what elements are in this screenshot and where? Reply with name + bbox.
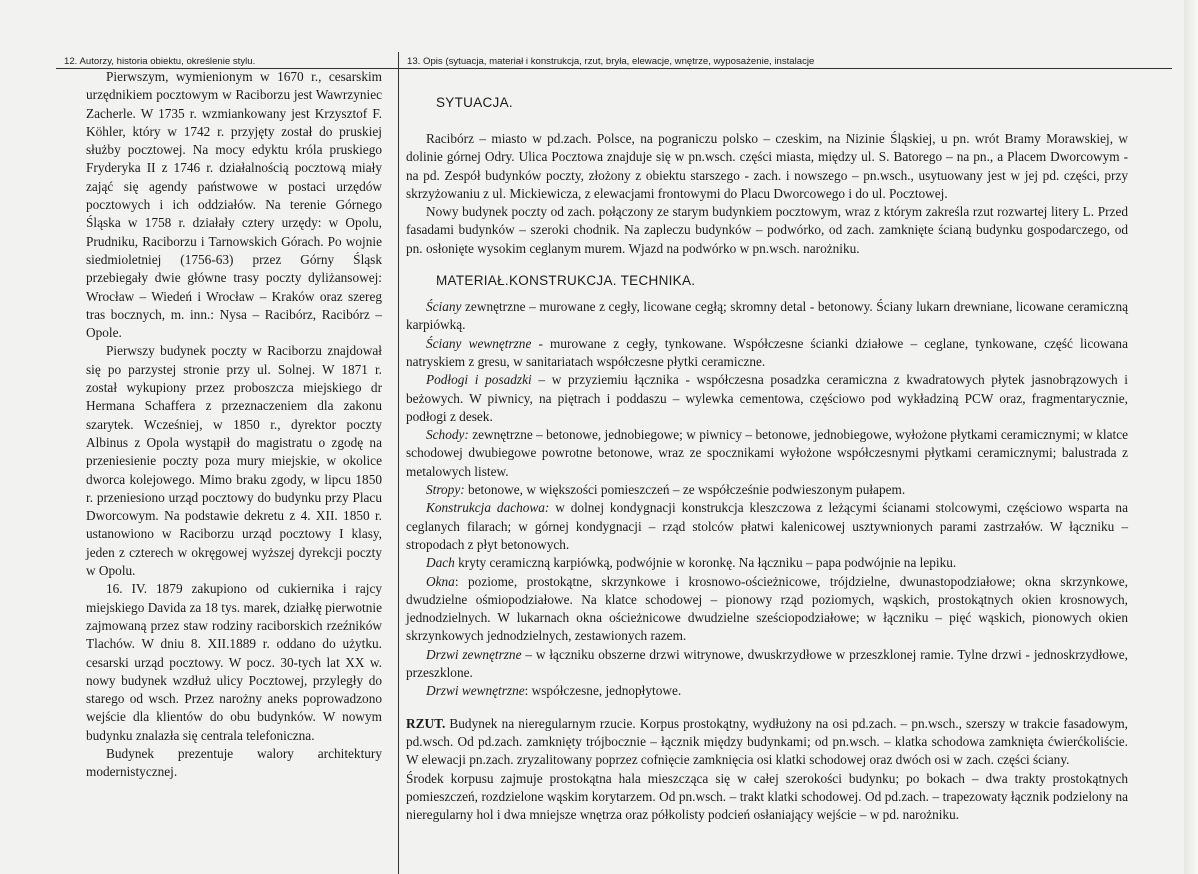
- history-paragraph-3: 16. IV. 1879 zakupiono od cukiernika i rajcy miejskiego Davida za 18 tys. marek, działkę pierwotnie zajmowaną przez staw rodziny raciborskich rzeźników Tlachów. W dniu 8. XII.1889 r. oddano do użytku. cesarski urząd pocztowy. W pocz. 30-tych lat XX w. nowy budynek wzdłuż ulicy Pocztowej, przyległy do starego od wsch. Przez narożny aneks poprowadzono wejście dla klientów do obu budynków. W nowym budynku znalazła się centrala telefoniczna.: [86, 581, 382, 743]
- material-item-floors: [406, 371, 1128, 426]
- history-paragraph-2: Pierwszy budynek poczty w Raciborzu znajdował się po parzystej stronie przy ul. Solnej. W 1871 r. został wykupiony przez proboszcza miejskiego dr Hermana Schaffera z przeznaczeniem dla zakonu szarytek. Wcześniej, w 1850 r., dyrektor poczty Albinus z Opola wystąpił do magistratu o zgodę na przeniesienie poczty poza mury miejskie, w okolice dworca kolejowego. Mimo braku zgody, w lipcu 1850 r. przeniesiono urząd pocztowy do budynku przy Placu Dworcowym. Na podstawie dekretu z 4. XII. 1850 r. ustanowiono w Raciborzu urząd pocztowy I klasy, jeden z czterech w okręgowej wyższej dyrekcji poczty w Opolu.: [86, 343, 382, 579]
- rzut-paragraph-1: [406, 715, 1128, 770]
- material-item-outer-doors: [406, 646, 1128, 683]
- material-item-stairs: [406, 426, 1128, 481]
- material-lead: Okna: [426, 573, 455, 589]
- material-lead: Konstrukcja dachowa:: [426, 500, 550, 516]
- page-edge: [1184, 0, 1198, 874]
- material-item-ceilings: [406, 481, 1128, 499]
- material-lead: Podłogi i posadzki: [426, 372, 532, 388]
- section-13-heading: 13. Opis (sytuacja, materiał i konstrukcja, rzut, bryła, elewacje, wnętrze, wyposażenie, instalacje: [407, 56, 815, 67]
- section-gap: [406, 701, 1128, 715]
- rzut-label: RZUT.: [406, 715, 446, 731]
- sytuacja-title: SYTUACJA.: [436, 95, 513, 110]
- history-paragraph-1: Pierwszym, wymienionym w 1670 r., cesarskim urzędnikiem pocztowym w Raciborzu jest Wawrzyniec Zacherle. W 1735 r. wzmiankowany jest Krzysztof F. Köhler, który w 1742 r. przyjęty został do pruskiej służby pocztowej. Na mocy edyktu króla pruskiego Fryderyka II z 1746 r. działalnością pocztową miały zająć się agendy państwowe w postaci urzędów pocztowych i ich oddziałów. Na terenie Górnego Śląska w 1758 r. działały cztery urzędy: w Opolu, Prudniku, Raciborzu i Tarnowskich Górach. Po wojnie siedmioletniej (1756-63) przez Górny Śląsk przebiegały dwie główne trasy poczty dyliżansowej: Wrocław – Wiedeń i Wrocław – Kraków oraz szereg tras bocznych, m. inn.: Nysa – Racibórz, Racibórz – Opole.: [86, 69, 382, 341]
- material-lead: Dach: [426, 555, 455, 571]
- material-title: MATERIAŁ.KONSTRUKCJA. TECHNIKA.: [436, 273, 696, 289]
- history-paragraph-4: Budynek prezentuje walory architektury modernistycznej.: [86, 745, 382, 780]
- sytuacja-paragraph-1: Racibórz – miasto w pd.zach. Polsce, na pograniczu polsko – czeskim, na Nizinie Śląskiej, u pn. wrót Bramy Morawskiej, w dolinie górnej Odry. Ulica Pocztowa znajduje się w pn.wsch. części miasta, między ul. S. Batorego – na pn., a Placem Dworcowym - na pd. Zespół budynków poczty, złożony z obiektu starszego - zach. i nowszego – pn.wsch., usytuowany jest w jej pd. części, przy skrzyżowaniu z ul. Mickiewicza, z elewacjami frontowymi do Placu Dworcowego i do ul. Pocztowej.: [406, 131, 1128, 201]
- material-lead: Ściany wewnętrzne: [426, 335, 532, 351]
- material-lead: Ściany: [426, 299, 462, 315]
- material-item-inner-doors: [406, 682, 1128, 700]
- material-text: : współczesne, jednopłytowe.: [524, 683, 682, 699]
- material-item-windows: [406, 573, 1128, 646]
- material-text: w dolnej kondygnacji konstrukcja kleszczowa z leżącymi ścianami stolcowymi, częściowo wsparta na ceglanych filarach; w górnej kondygnacji – rząd stolców płatwi kalenicowej usztywnionych parami zastrzałów. W łączniku – stropodach z płyt betonowych.: [406, 500, 1128, 552]
- history-column: [86, 68, 382, 782]
- column-divider: [398, 52, 399, 874]
- material-lead: Stropy:: [426, 482, 465, 498]
- material-item-roof: [406, 554, 1128, 572]
- material-text: betonowe, w większości pomieszczeń – ze współcześnie podwieszonym pułapem.: [464, 482, 906, 498]
- material-text: – w łączniku obszerne drzwi witrynowe, dwuskrzydłowe w przeszklonej ramie. Tylne drzwi - jednoskrzydłowe, przeszklone.: [406, 646, 1128, 681]
- material-lead: Drzwi zewnętrzne: [426, 646, 522, 662]
- material-lead: Schody:: [426, 427, 469, 443]
- material-text: - murowane z cegły, tynkowane. Współczesne ścianki działowe – ceglane, tynkowane, część licowana natryskiem z gresu, w sanitariatach współczesne płytki ceramiczne.: [406, 335, 1128, 369]
- description-column: [406, 66, 1128, 824]
- material-text: – w przyziemiu łącznika - współczesna posadzka ceramiczna z kwadratowych płytek jasnobrązowych i beżowych. W piwnicy, na piętrach i poddaszu – wylewka cementowa, częściowo pod wykładziną PCW oraz, fragmentarycznie, podłogi z desek.: [406, 372, 1128, 424]
- section-12-heading: 12. Autorzy, historia obiektu, określenie stylu.: [64, 56, 256, 67]
- material-text: zewnętrzne – betonowe, jednobiegowe; w piwnicy – betonowe, jednobiegowe, wyłożone płytkami ceramicznymi; w klatce schodowej dwubiegowe powrotne betonowe, wraz ze spocznikami wyłożone współczesnymi płytkami ceramicznymi; balustrada z metalowych listew.: [406, 427, 1128, 479]
- material-lead: Drzwi wewnętrzne: [426, 683, 525, 699]
- rzut-text: Budynek na nieregularnym rzucie. Korpus prostokątny, wydłużony na osi pd.zach. – pn.wsch., szerszy w trakcie fasadowym, pd.wsch. Od pd.zach. zamknięty trójbocznie – łącznik między budynkami; od pn.wsch. – klatka schodowa zamknięta ćwierćkoliście. W elewacji pn.zach. zryzalitowany poprzez cofnięcie zamknięcia osi klatki schodowej oraz dwóch osi w zach. części ściany.: [406, 715, 1128, 768]
- rzut-paragraph-2: Środek korpusu zajmuje prostokątna hala mieszcząca się w całej szerokości budynku; po bokach – dwa trakty prostokątnych pomieszczeń, rozdzielone wąskim korytarzem. Od pn.wsch. – trakt klatki schodowej. Od pd.zach. – trapezowaty łącznik podzielony na nieregularny hol i dwa mniejsze wnętrza oraz półkolisty podcień osłaniający wejście – w pd. narożniku.: [406, 770, 1128, 823]
- sytuacja-paragraph-2: Nowy budynek poczty od zach. połączony ze starym budynkiem pocztowym, wraz z którym zakreśla rzut rozwartej litery L. Przed fasadami budynków – szeroki chodnik. Na zapleczu budynków – podwórko, od zach. zamknięte ścianą budynku gospodarczego, od pn. osłonięte wysokim ceglanym murem. Wjazd na podwórko w pn.wsch. narożniku.: [406, 204, 1128, 256]
- material-text: kryty ceramiczną karpiówką, podwójnie w koronkę. Na łączniku – papa podwójnie na lepiku.: [454, 555, 957, 571]
- material-item-roof-structure: [406, 499, 1128, 554]
- material-text: : poziome, prostokątne, skrzynkowe i krosnowo-ościeżnicowe, trójdzielne, dwunastopodziałowe; okna skrzynkowe, dwudzielne ośmiopodziałowe. Na klatce schodowej – pionowy rząd poziomych, wąskich, prostokątnych okien krosnowych, jednodzielnych. W lukarnach okna ościeżnicowe dwudzielne sześciopodziałowe; w łączniku – pięć wąskich, pionowych okien skrzynkowych jednodzielnych, zestawionych razem.: [406, 573, 1128, 644]
- material-text: zewnętrzne – murowane z cegły, licowane cegłą; skromny detal - betonowy. Ściany lukarn drewniane, licowane ceramiczną karpiówką.: [406, 299, 1128, 333]
- material-item-walls: [406, 298, 1128, 335]
- material-item-inner-walls: [406, 335, 1128, 372]
